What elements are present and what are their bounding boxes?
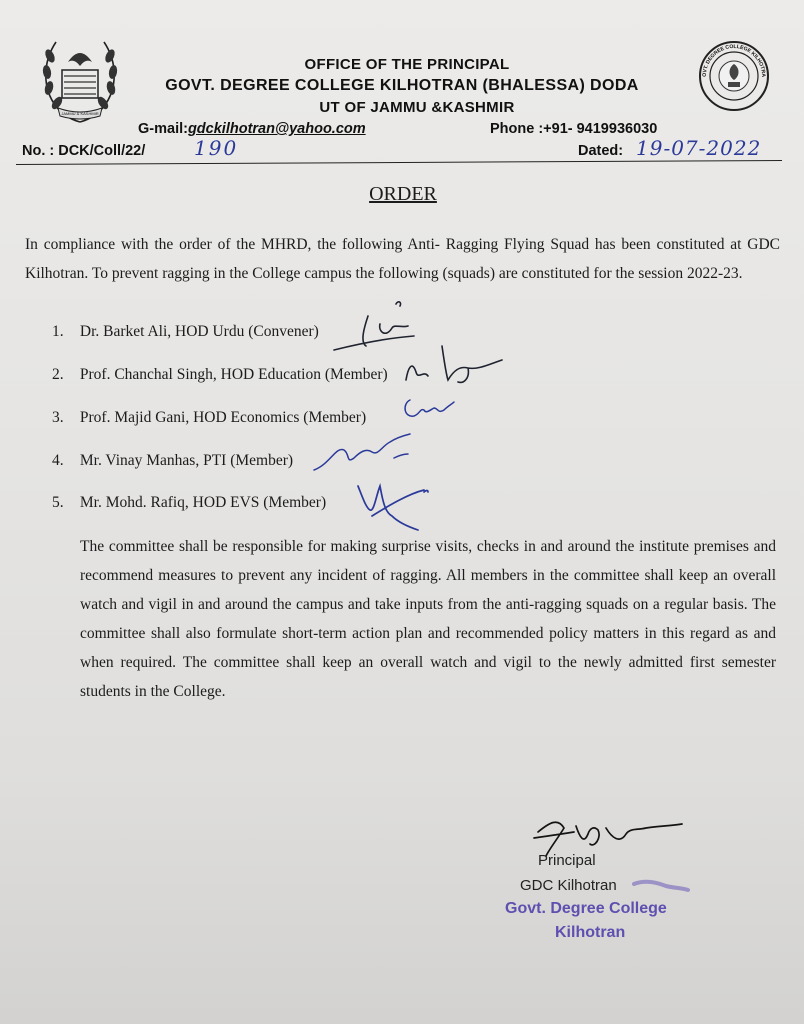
intro-paragraph: In compliance with the order of the MHRD, the following Anti- Ragging Flying Squad has been constituted at GDC Kilhotran. To prevent ragging in the College campus the following (squads) are constituted for the session 2022-23. [25, 236, 780, 282]
dated-label: Dated: [578, 143, 624, 159]
gmail-label: G-mail: [138, 121, 188, 137]
principal-designation: Principal [538, 852, 596, 869]
college-name: GOVT. DEGREE COLLEGE KILHOTRAN (BHALESSA) DODA [165, 77, 639, 94]
stamp-line-1: Govt. Degree College [505, 900, 667, 917]
member-signature-5 [348, 466, 438, 536]
reference-number-label: No. : DCK/Coll/22/ [22, 143, 146, 159]
reference-number-handwritten: 190 [194, 136, 239, 160]
ut-line: UT OF JAMMU &KASHMIR [319, 99, 515, 116]
order-title: ORDER [369, 183, 437, 205]
date-handwritten: 19-07-2022 [636, 136, 762, 160]
phone-line: Phone :+91- 9419936030 [490, 121, 658, 137]
member-signature-3 [400, 394, 460, 428]
list-item: 2. Prof. Chanchal Singh, HOD Education (Member) [52, 366, 388, 383]
list-item: 5. Mr. Mohd. Rafiq, HOD EVS (Member) [52, 494, 327, 511]
header-divider [16, 160, 782, 165]
list-item: 1. Dr. Barket Ali, HOD Urdu (Convener) [52, 323, 319, 340]
principal-institution: GDC Kilhotran [520, 877, 617, 894]
seal-text: GOVT. DEGREE COLLEGE KILHOTRAN [695, 36, 767, 78]
committee-responsibilities-paragraph: The committee shall be responsible for making surprise visits, checks in and around the institute premises and recommend measures to prevent any incident of ragging. All members in the committee shall keep an overall watch and vigil in and around the campus and take inputs from the anti-ragging squads on a regular basis. The committee shall also formulate short-term action plan and recommended policy matters in this regard as and when required. The committee shall keep an overall watch and vigil to the newly admitted first semester students in the College. [80, 538, 776, 700]
list-item: 4. Mr. Vinay Manhas, PTI (Member) [52, 452, 294, 469]
member-signature-2 [398, 340, 508, 390]
stamp-line-2: Kilhotran [555, 924, 626, 941]
gmail-address: gdckilhotran@yahoo.com [187, 121, 366, 137]
stamp-smudge [630, 874, 690, 896]
gmail-line [138, 121, 366, 137]
office-title: OFFICE OF THE PRINCIPAL [304, 56, 510, 73]
emblem-text: JAMMU & KASHMIR [61, 111, 99, 116]
list-item: 3. Prof. Majid Gani, HOD Economics (Member) [52, 409, 367, 426]
